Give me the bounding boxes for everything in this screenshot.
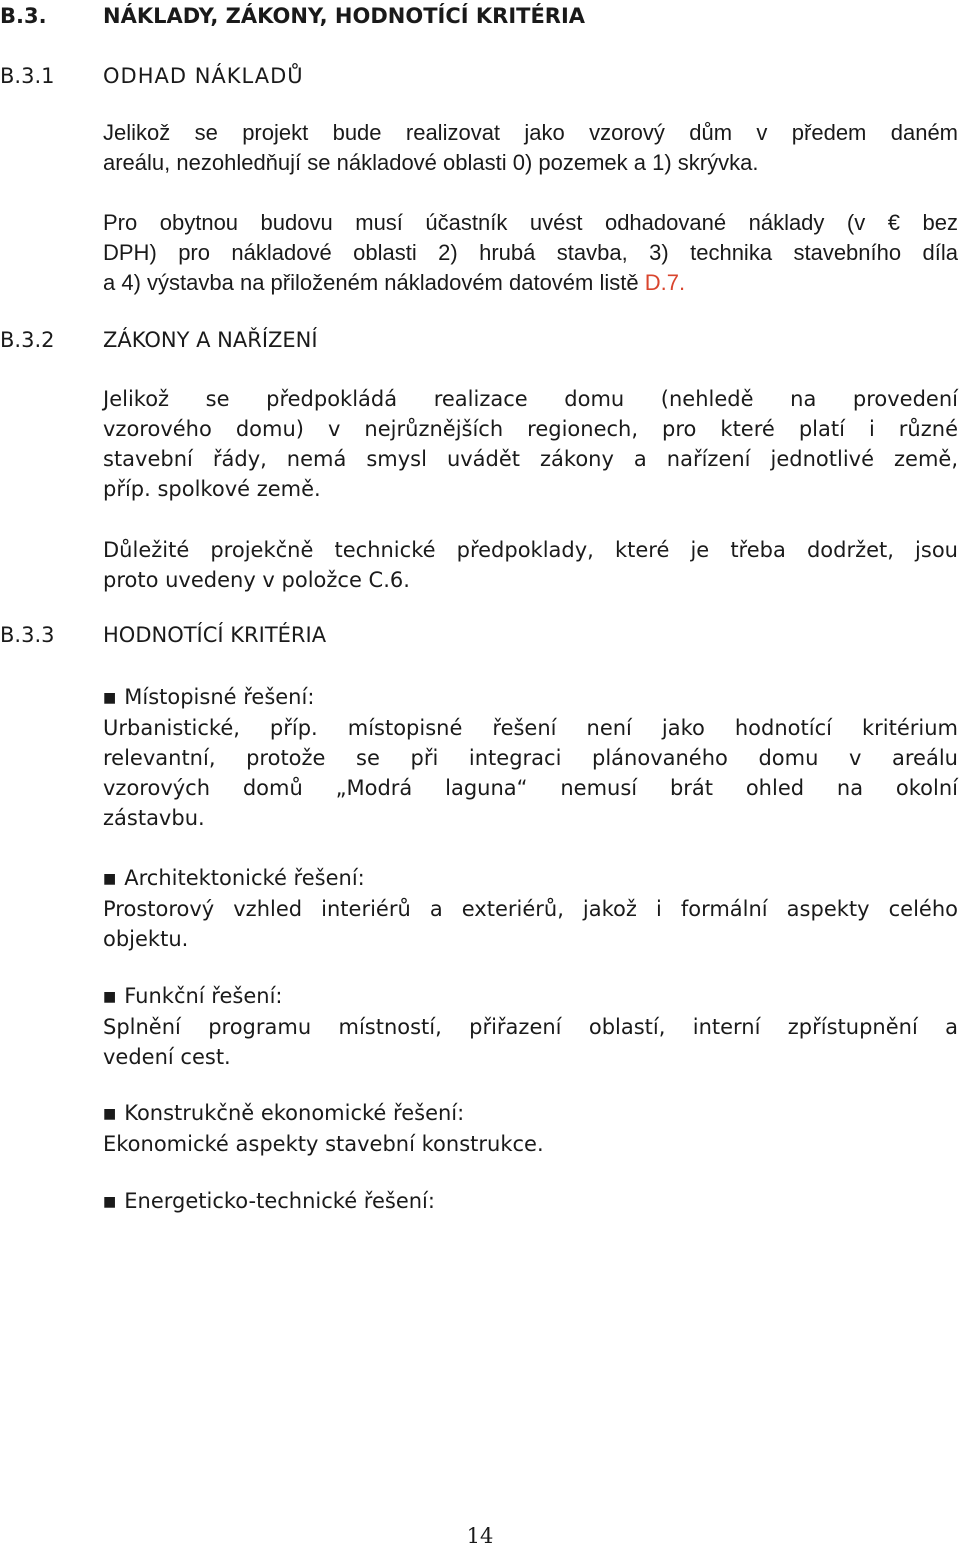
paragraph-line: DPH) pro nákladové oblasti 2) hrubá stavba, 3) technika stavebního díla [103,240,958,265]
paragraph-line-with-link [103,268,958,298]
section-title: NÁKLADY, ZÁKONY, HODNOTÍCÍ KRITÉRIA [103,4,586,28]
criterion-label-row [103,682,958,713]
paragraph-odhad-2 [103,208,958,298]
paragraph-line: proto uvedeny v položce C.6. [103,568,410,592]
paragraph-odhad-1 [103,118,958,178]
paragraph-line: příp. spolkové země. [103,477,321,501]
datasheet-link[interactable]: D.7. [644,270,686,295]
criterion-label-row [103,1186,958,1217]
criterion-energeticko-technicke [103,1186,958,1217]
criterion-label-row [103,981,958,1012]
criterion-konstrukcne-ekonomicke [103,1098,958,1159]
criterion-label: Architektonické řešení: [124,866,365,890]
paragraph-line: stavební řády, nemá smysl uvádět zákony a nařízení jednotlivé země, [103,447,958,471]
paragraph-line: areálu, nezohledňují se nákladové oblasti 0) pozemek a 1) skrývka. [103,150,759,175]
criterion-label: Konstrukčně ekonomické řešení: [124,1101,465,1125]
subsection-number-b32: B.3.2 [0,328,55,352]
paragraph-line: Pro obytnou budovu musí účastník uvést odhadované náklady (v € bez [103,210,958,235]
subsection-title-hodnotici-kriteria: HODNOTÍCÍ KRITÉRIA [103,623,327,647]
subsection-title-odhad-nakladu: ODHAD NÁKLADŮ [103,64,304,88]
criterion-label-row [103,1098,958,1129]
square-bullet-icon: ■ [103,1194,117,1210]
square-bullet-icon: ■ [103,989,117,1005]
paragraph-zakony-2 [103,535,958,595]
criterion-label: Místopisné řešení: [124,685,315,709]
criterion-line: Ekonomické aspekty stavební konstrukce. [103,1132,544,1156]
criterion-line: relevantní, protože se při integraci plánovaného domu v areálu [103,746,958,770]
criterion-label: Funkční řešení: [124,984,283,1008]
square-bullet-icon: ■ [103,1106,117,1122]
paragraph-line: Důležité projekčně technické předpoklady, které je třeba dodržet, jsou [103,538,958,562]
criterion-architektonicke [103,863,958,954]
section-number: B.3. [0,4,47,28]
criterion-line: vzorových domů „Modrá laguna“ nemusí brát ohled na okolní [103,776,958,800]
criterion-label: Energeticko-technické řešení: [124,1189,435,1213]
subsection-number-b31: B.3.1 [0,64,55,88]
criterion-line: Splnění programu místností, přiřazení oblastí, interní zpřístupnění a [103,1015,958,1039]
criterion-funkcni [103,981,958,1072]
paragraph-line: Jelikož se předpokládá realizace domu (nehledě na provedení [103,387,958,411]
criterion-line: objektu. [103,927,189,951]
square-bullet-icon: ■ [103,871,117,887]
subsection-number-b33: B.3.3 [0,623,55,647]
criterion-line: Urbanistické, příp. místopisné řešení není jako hodnotící kritérium [103,716,958,740]
criterion-line: Prostorový vzhled interiérů a exteriérů, jakož i formální aspekty celého [103,897,958,921]
criterion-mistopisne [103,682,958,833]
paragraph-line-text: a 4) výstavba na přiloženém nákladovém datovém listě [103,270,645,295]
paragraph-line: Jelikož se projekt bude realizovat jako vzorový dům v předem daném [103,120,958,145]
criterion-label-row [103,863,958,894]
criterion-line: vedení cest. [103,1045,231,1069]
page-number: 14 [466,1524,494,1548]
square-bullet-icon: ■ [103,690,117,706]
paragraph-zakony-1 [103,384,958,504]
paragraph-line: vzorového domu) v nejrůznějších regionech, pro které platí i různé [103,417,958,441]
subsection-title-zakony: ZÁKONY A NAŘÍZENÍ [103,328,318,352]
criterion-line: zástavbu. [103,806,205,830]
